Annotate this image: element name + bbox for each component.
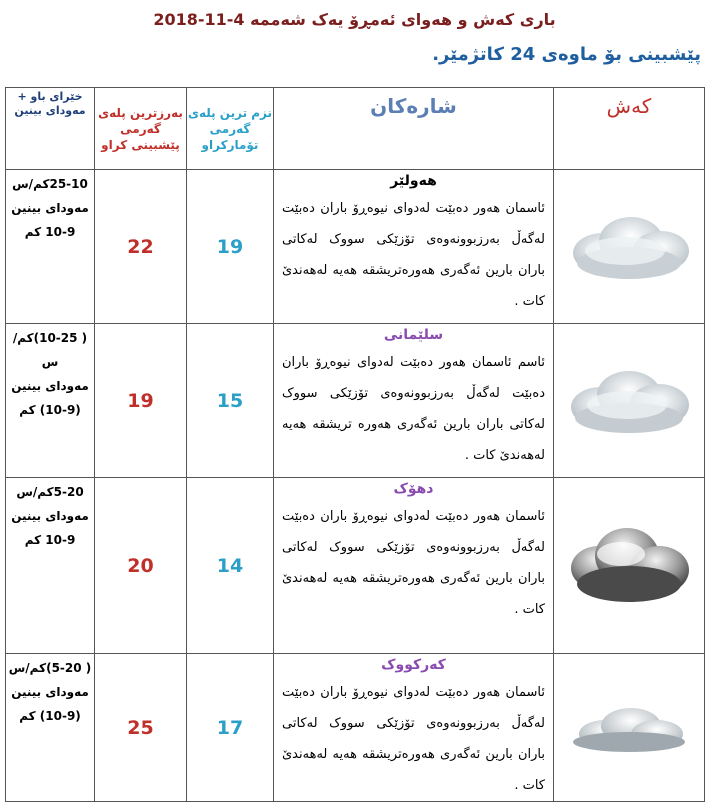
header-weather: کەش xyxy=(554,88,705,170)
min-temp-cell: 19 xyxy=(187,170,274,324)
weather-table xyxy=(5,87,705,802)
visibility-label: مەودای بینین xyxy=(11,201,89,215)
visibility-value: (10-9) کم xyxy=(19,403,81,417)
min-temp-cell: 15 xyxy=(187,324,274,478)
visibility-label: مەودای بینین xyxy=(11,379,89,393)
min-temp-cell: 17 xyxy=(187,654,274,802)
forecast-subtitle: پێشبینی بۆ ماوەی 24 کاتژمێر. xyxy=(432,44,701,65)
wind-speed: 25-10کم/س xyxy=(12,177,88,191)
city-name: سلێمانی xyxy=(383,327,444,343)
city-name: دهۆک xyxy=(393,481,434,497)
max-temp-cell: 22 xyxy=(95,170,187,324)
header-wind: خێرای باو + مەودای بینین xyxy=(6,88,95,170)
city-name: هەولێر xyxy=(390,173,437,189)
weather-cell xyxy=(554,170,705,324)
city-name: کەرکووک xyxy=(381,657,446,673)
city-cell xyxy=(274,654,554,802)
flat-cloud-icon xyxy=(565,696,693,760)
visibility-value: (10-9) کم xyxy=(19,709,81,723)
page-title: باری کەش و هەوای ئەمڕۆ یەک شەممە 4-11-2018 xyxy=(153,10,556,29)
city-cell xyxy=(274,170,554,324)
header-max-temp: بەرزترین پلەی گەرمی پێشبینی کراو xyxy=(95,88,187,170)
visibility-label: مەودای بینین xyxy=(11,685,89,699)
wind-cell xyxy=(6,324,95,478)
city-description: ئاسمان هەور دەبێت لەدوای نیوەڕۆ باران دەبێت لەگەڵ بەرزبوونەوەی تۆزێکی سووک لەکاتی باران بارین ئەگەری هەورەتریشقه هەیه لەهەندێ کات . xyxy=(282,201,545,309)
wind-cell xyxy=(6,170,95,324)
table-header-row xyxy=(6,88,705,170)
city-description: ئاسم ئاسمان هەور دەبێت لەدوای نیوەڕۆ باران دەبێت لەگەڵ بەرزبوونەوەی تۆزێکی سووک لەکاتی باران بارین ئەگەری هەورە تریشقه هەیه لەهەندێ کات . xyxy=(282,355,545,463)
min-temp-cell: 14 xyxy=(187,478,274,654)
storm-cloud-icon xyxy=(565,524,693,608)
wind-cell xyxy=(6,478,95,654)
city-description: ئاسمان هەور دەبێت لەدوای نیوەڕۆ باران دەبێت لەگەڵ بەرزبوونەوەی تۆزێکی سووک لەکاتی باران بارین ئەگەری هەورەتریشقه هەیه لەهەندێ کات . xyxy=(282,685,545,793)
header-min-temp: نزم ترین پلەی گەرمی تۆمارکراو xyxy=(187,88,274,170)
table-row xyxy=(6,478,705,654)
visibility-label: مەودای بینین xyxy=(11,509,89,523)
light-cloud-icon xyxy=(565,211,693,283)
max-temp-cell: 19 xyxy=(95,324,187,478)
max-temp-cell: 20 xyxy=(95,478,187,654)
city-description: ئاسمان هەور دەبێت لەدوای نیوەڕۆ باران دەبێت لەگەڵ بەرزبوونەوەی تۆزێکی سووک لەکاتی باران بارین ئەگەری هەورەتریشقه هەیه لەهەندێ کات . xyxy=(282,509,545,617)
table-row xyxy=(6,654,705,802)
visibility-value: 10-9 کم xyxy=(24,533,76,547)
weather-cell xyxy=(554,654,705,802)
city-cell xyxy=(274,478,554,654)
table-row xyxy=(6,170,705,324)
wind-speed: 5-20کم/س xyxy=(16,485,84,499)
weather-cell xyxy=(554,324,705,478)
wind-cell xyxy=(6,654,95,802)
wind-speed: ( 10-25)کم/س xyxy=(12,331,88,369)
wind-speed: ( 5-20)کم/س xyxy=(8,661,92,675)
light-cloud-icon xyxy=(565,365,693,437)
table-row xyxy=(6,324,705,478)
visibility-value: 10-9 کم xyxy=(24,225,76,239)
city-cell xyxy=(274,324,554,478)
max-temp-cell: 25 xyxy=(95,654,187,802)
weather-cell xyxy=(554,478,705,654)
header-cities: شارەکان xyxy=(274,88,554,170)
